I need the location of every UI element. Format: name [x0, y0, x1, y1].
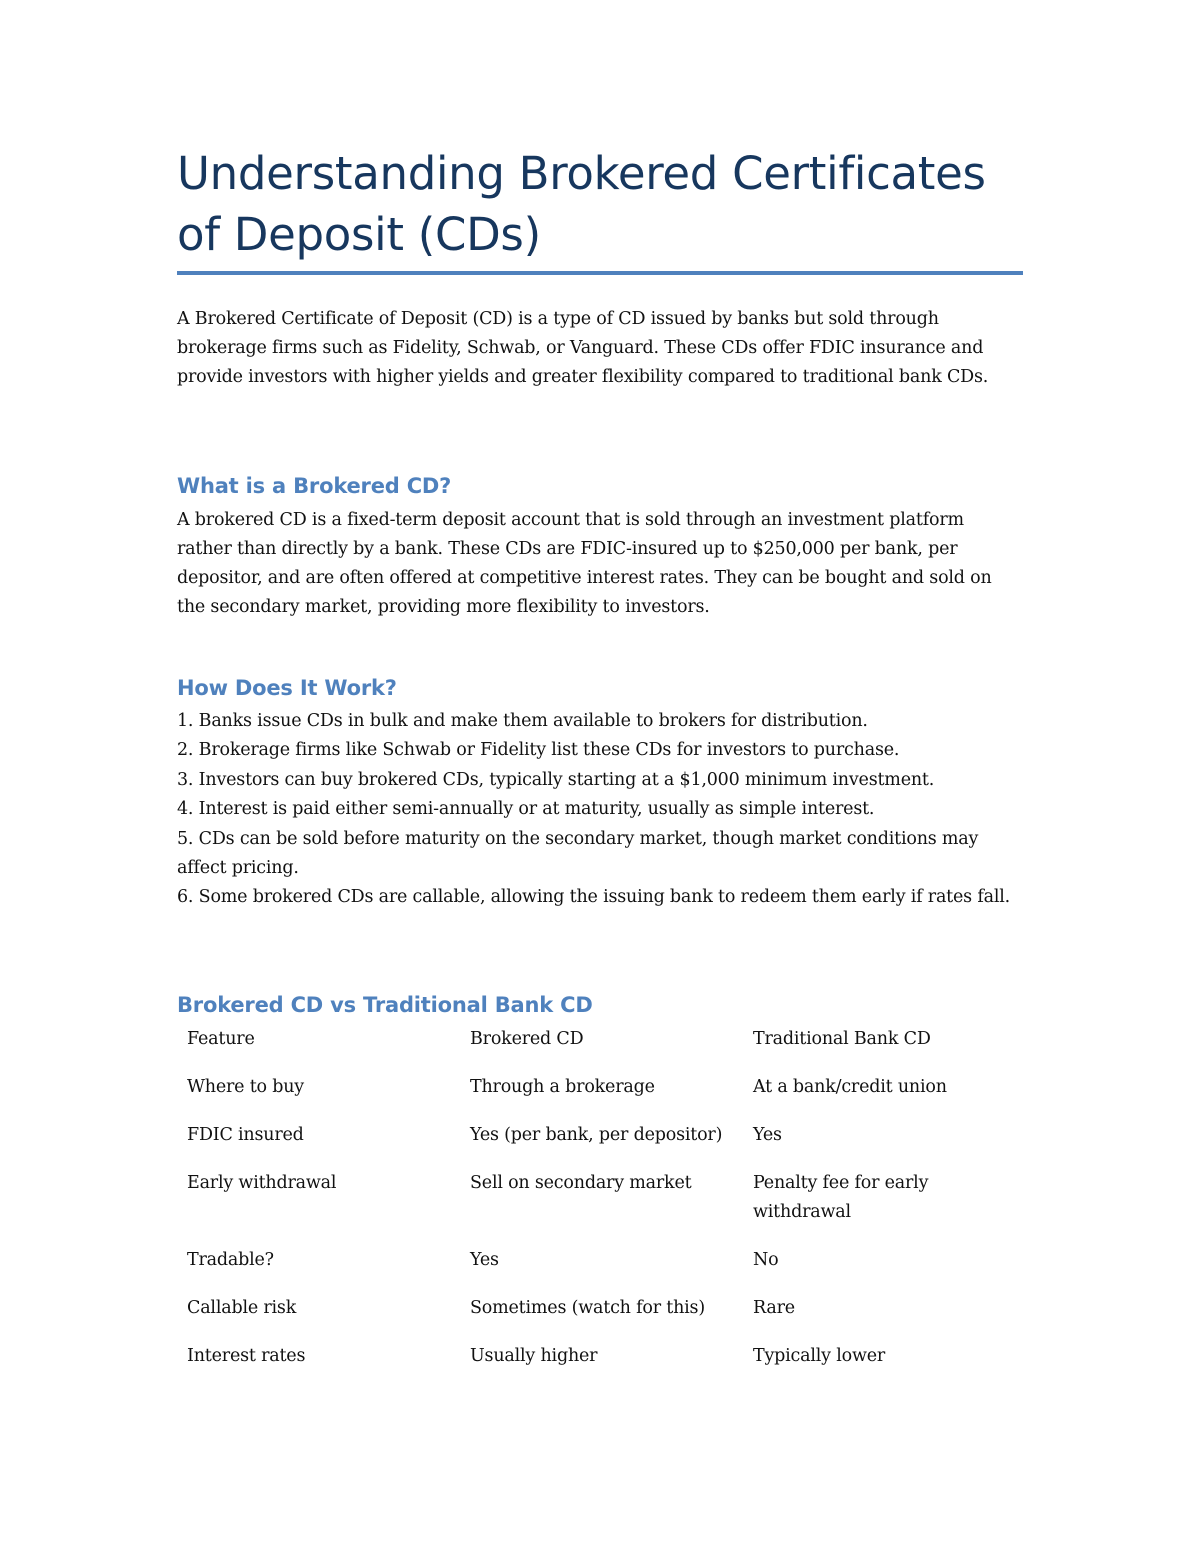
- table-cell: Yes: [470, 1250, 499, 1270]
- heading-comparison: Brokered CD vs Traditional Bank CD: [177, 993, 593, 1017]
- table-cell: Yes (per bank, per depositor): [470, 1125, 723, 1145]
- table-cell: Early withdrawal: [187, 1173, 337, 1193]
- column-header-feature: Feature: [187, 1029, 255, 1049]
- table-cell: Usually higher: [470, 1346, 598, 1366]
- list-item: 2. Brokerage firms like Schwab or Fidelity list these CDs for investors to purchase.: [177, 740, 900, 761]
- table-cell: Typically lower: [753, 1346, 886, 1366]
- how-it-works-list: [177, 707, 1023, 912]
- intro-paragraph: A Brokered Certificate of Deposit (CD) is a type of CD issued by banks but sold through brokerage firms such as Fidelity, Schwab, or Vanguard. These CDs offer FDIC insurance and provide investors with higher yields and greater flexibility compared to traditional bank CDs.: [177, 309, 989, 387]
- list-item: 4. Interest is paid either semi-annually or at maturity, usually as simple interest.: [177, 799, 875, 820]
- comparison-table: [177, 1025, 1023, 1390]
- heading-how-does-it-work: How Does It Work?: [177, 676, 397, 700]
- table-cell: Yes: [753, 1125, 782, 1145]
- table-cell: No: [753, 1250, 779, 1270]
- table-cell: Sometimes (watch for this): [470, 1298, 705, 1318]
- table-row: [177, 1342, 1023, 1390]
- document-title: Understanding Brokered Certificates of Deposit (CDs): [177, 147, 986, 261]
- table-cell: Where to buy: [187, 1077, 304, 1097]
- table-cell: At a bank/credit union: [753, 1077, 947, 1097]
- column-header-brokered-cd: Brokered CD: [470, 1029, 584, 1049]
- table-row: [177, 1246, 1023, 1294]
- table-cell: Penalty fee for early withdrawal: [753, 1173, 929, 1222]
- table-cell: Sell on secondary market: [470, 1173, 692, 1193]
- title-underline-rule: [177, 271, 1023, 275]
- table-cell: FDIC insured: [187, 1125, 304, 1145]
- table-cell: Through a brokerage: [470, 1077, 655, 1097]
- table-row: [177, 1169, 1023, 1246]
- table-cell: Callable risk: [187, 1298, 297, 1318]
- list-item: 3. Investors can buy brokered CDs, typically starting at a $1,000 minimum investment.: [177, 769, 935, 790]
- table-row: [177, 1294, 1023, 1342]
- table-header-row: [177, 1025, 1023, 1073]
- table-cell: Interest rates: [187, 1346, 306, 1366]
- table-row: [177, 1073, 1023, 1121]
- table-cell: Rare: [753, 1298, 795, 1318]
- heading-what-is-brokered-cd: What is a Brokered CD?: [177, 474, 452, 498]
- what-is-paragraph: A brokered CD is a fixed-term deposit account that is sold through an investment platform rather than directly by a bank. These CDs are FDIC-insured up to $250,000 per bank, per depositor, and are often offered at competitive interest rates. They can be bought and sold on the secondary market, providing more flexibility to investors.: [177, 510, 992, 617]
- list-item: 5. CDs can be sold before maturity on the secondary market, though market conditions may affect pricing.: [177, 828, 979, 878]
- list-item: 1. Banks issue CDs in bulk and make them available to brokers for distribution.: [177, 711, 868, 731]
- list-item: 6. Some brokered CDs are callable, allowing the issuing bank to redeem them early if rates fall.: [177, 886, 1010, 907]
- table-cell: Tradable?: [187, 1250, 274, 1270]
- table-row: [177, 1121, 1023, 1169]
- column-header-traditional-cd: Traditional Bank CD: [753, 1029, 931, 1049]
